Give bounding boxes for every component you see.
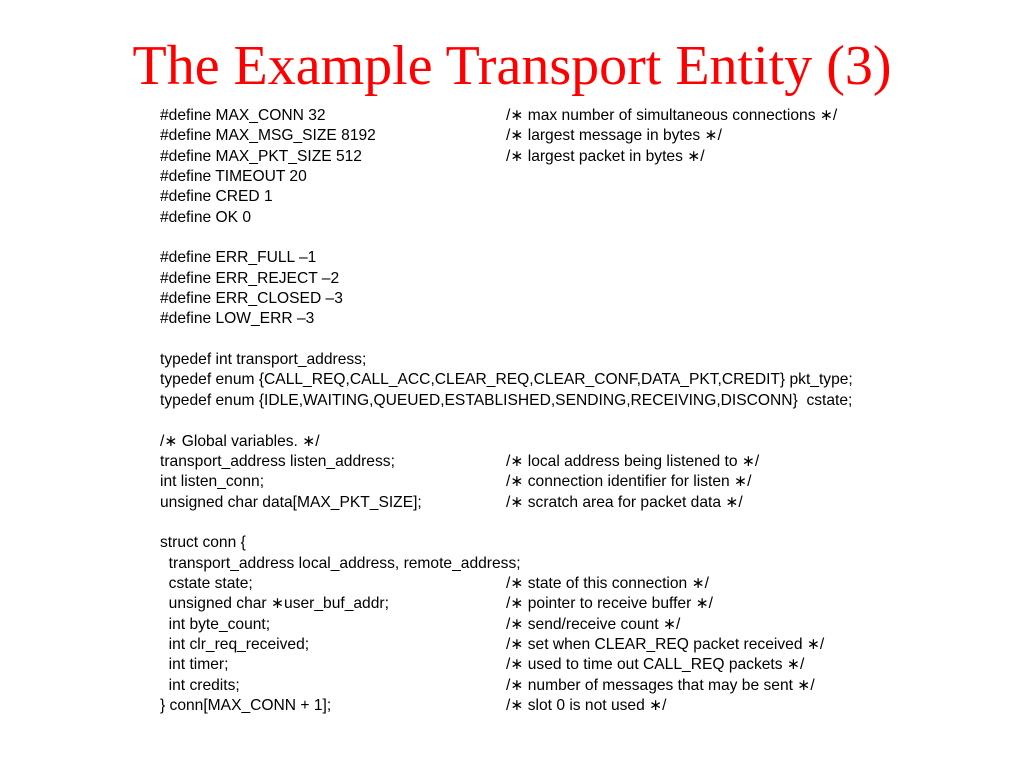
code-line bbox=[160, 411, 980, 431]
code-text: #define MAX_MSG_SIZE 8192 bbox=[160, 127, 376, 145]
code-line bbox=[160, 228, 980, 248]
code-text: int byte_count; bbox=[160, 615, 271, 633]
code-line bbox=[160, 493, 980, 513]
code-text: transport_address listen_address; bbox=[160, 452, 395, 470]
code-line bbox=[160, 533, 980, 553]
code-line bbox=[160, 269, 980, 289]
code-comment: /∗ slot 0 is not used ∗/ bbox=[506, 696, 667, 714]
code-line bbox=[160, 655, 980, 675]
code-comment: /∗ pointer to receive buffer ∗/ bbox=[506, 595, 714, 613]
code-line bbox=[160, 187, 980, 207]
code-text: int timer; bbox=[160, 656, 229, 674]
code-text: /∗ Global variables. ∗/ bbox=[160, 432, 320, 450]
code-line bbox=[160, 248, 980, 268]
code-line bbox=[160, 635, 980, 655]
code-text: #define OK 0 bbox=[160, 208, 252, 226]
code-line bbox=[160, 208, 980, 228]
code-text: #define ERR_REJECT –2 bbox=[160, 269, 340, 287]
code-text: struct conn { bbox=[160, 534, 246, 552]
code-text: #define TIMEOUT 20 bbox=[160, 168, 307, 186]
code-line bbox=[160, 432, 980, 452]
code-comment: /∗ number of messages that may be sent ∗/ bbox=[506, 676, 815, 694]
slide-title: The Example Transport Entity (3) bbox=[132, 35, 892, 97]
code-line bbox=[160, 676, 980, 696]
code-line bbox=[160, 370, 980, 390]
code-comment: /∗ scratch area for packet data ∗/ bbox=[506, 493, 743, 511]
code-line bbox=[160, 452, 980, 472]
code-comment: /∗ largest message in bytes ∗/ bbox=[506, 127, 722, 145]
code-comment: /∗ state of this connection ∗/ bbox=[506, 574, 709, 592]
code-text: transport_address local_address, remote_address; bbox=[160, 554, 521, 572]
code-line bbox=[160, 391, 980, 411]
code-line bbox=[160, 554, 980, 574]
code-text: typedef int transport_address; bbox=[160, 351, 367, 369]
code-text: int credits; bbox=[160, 676, 240, 694]
code-line bbox=[160, 472, 980, 492]
code-text: typedef enum {CALL_REQ,CALL_ACC,CLEAR_REQ,CLEAR_CONF,DATA_PKT,CREDIT} pkt_type; bbox=[160, 371, 853, 389]
code-text: } conn[MAX_CONN + 1]; bbox=[160, 696, 332, 714]
code-listing bbox=[160, 106, 980, 716]
code-line bbox=[160, 350, 980, 370]
code-line bbox=[160, 513, 980, 533]
code-line bbox=[160, 289, 980, 309]
code-text: int clr_req_received; bbox=[160, 635, 310, 653]
code-line bbox=[160, 615, 980, 635]
code-line bbox=[160, 594, 980, 614]
code-text: int listen_conn; bbox=[160, 473, 265, 491]
code-text: #define ERR_FULL –1 bbox=[160, 249, 317, 267]
code-text: cstate state; bbox=[160, 574, 253, 592]
code-comment: /∗ used to time out CALL_REQ packets ∗/ bbox=[506, 656, 805, 674]
code-comment: /∗ send/receive count ∗/ bbox=[506, 615, 681, 633]
code-line bbox=[160, 696, 980, 716]
code-line bbox=[160, 147, 980, 167]
code-line bbox=[160, 309, 980, 329]
code-text: #define MAX_CONN 32 bbox=[160, 107, 326, 124]
code-line bbox=[160, 330, 980, 350]
code-text: unsigned char data[MAX_PKT_SIZE]; bbox=[160, 493, 422, 511]
code-text: #define LOW_ERR –3 bbox=[160, 310, 315, 328]
code-comment: /∗ set when CLEAR_REQ packet received ∗/ bbox=[506, 635, 825, 653]
code-text: #define MAX_PKT_SIZE 512 bbox=[160, 147, 362, 165]
code-text: unsigned char ∗user_buf_addr; bbox=[160, 595, 389, 613]
code-text: #define ERR_CLOSED –3 bbox=[160, 290, 343, 308]
code-comment: /∗ largest packet in bytes ∗/ bbox=[506, 147, 705, 165]
code-comment: /∗ local address being listened to ∗/ bbox=[506, 452, 760, 470]
code-text: typedef enum {IDLE,WAITING,QUEUED,ESTABLISHED,SENDING,RECEIVING,DISCONN} cstate; bbox=[160, 391, 853, 409]
code-line bbox=[160, 574, 980, 594]
code-line bbox=[160, 106, 980, 126]
code-comment: /∗ connection identifier for listen ∗/ bbox=[506, 473, 752, 491]
code-comment: /∗ max number of simultaneous connections ∗/ bbox=[506, 107, 838, 124]
code-text: #define CRED 1 bbox=[160, 188, 273, 206]
code-line bbox=[160, 126, 980, 146]
code-line bbox=[160, 167, 980, 187]
